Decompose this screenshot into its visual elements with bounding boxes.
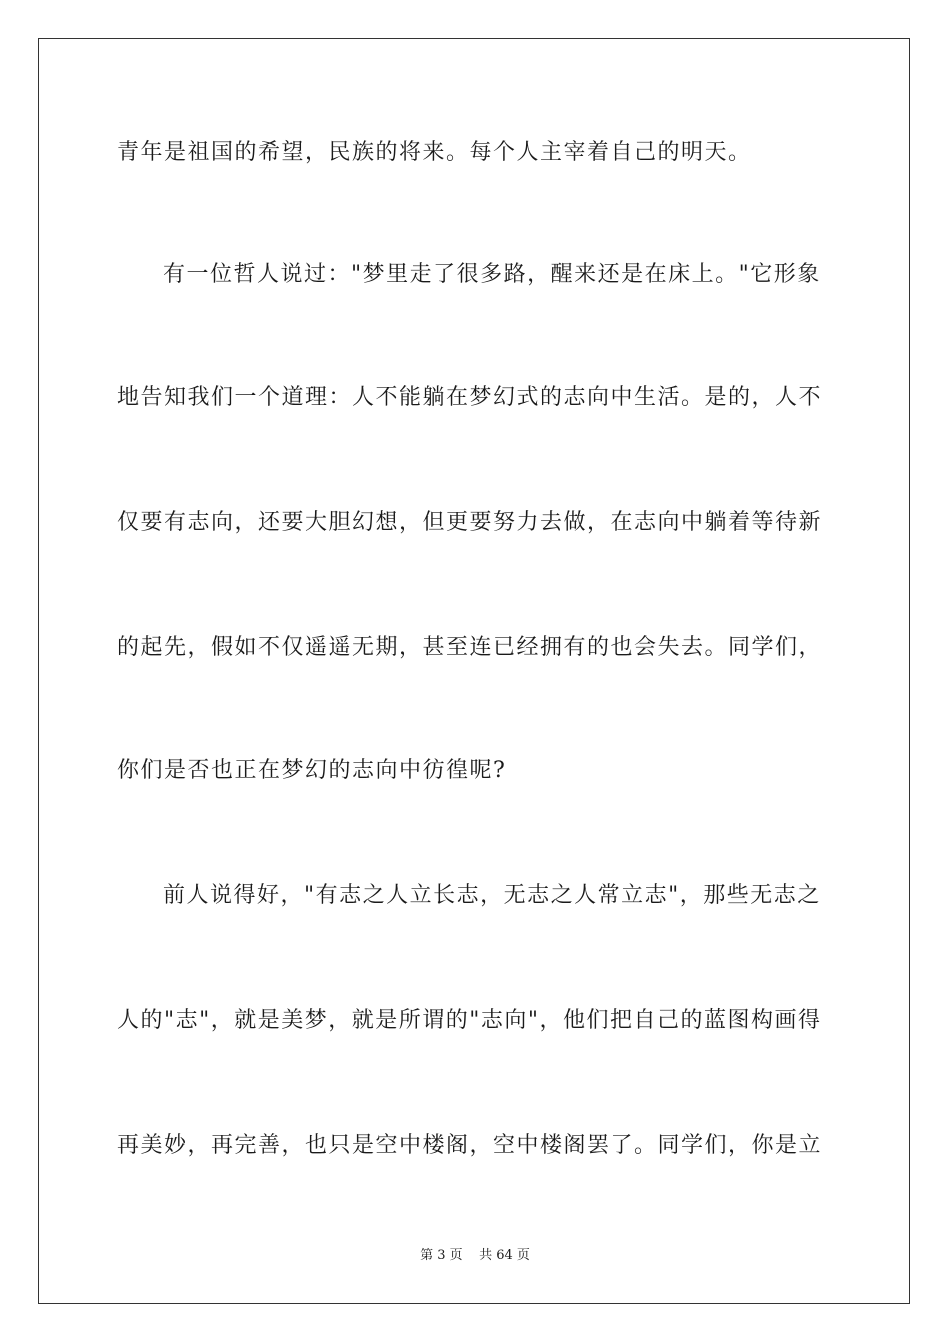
text-line: 前人说得好，"有志之人立长志，无志之人常立志"，那些无志之 [163, 883, 821, 908]
text-line: 地告知我们一个道理：人不能躺在梦幻式的志向中生活。是的，人不 [117, 385, 823, 410]
text-line: 的起先，假如不仅遥遥无期，甚至连已经拥有的也会失去。同学们， [117, 635, 823, 660]
text-line: 人的"志"，就是美梦，就是所谓的"志向"，他们把自己的蓝图构画得 [117, 1008, 822, 1033]
text-line: 再美妙，再完善，也只是空中楼阁，空中楼阁罢了。同学们，你是立 [117, 1133, 823, 1158]
text-line: 青年是祖国的希望，民族的将来。每个人主宰着自己的明天。 [117, 140, 752, 165]
page-border [38, 38, 910, 1304]
page-number: 第 3 页 共 64 页 [420, 1248, 530, 1263]
text-line: 你们是否也正在梦幻的志向中彷徨呢? [117, 758, 507, 783]
text-line: 仅要有志向，还要大胆幻想，但更要努力去做，在志向中躺着等待新 [117, 510, 823, 535]
text-line: 有一位哲人说过："梦里走了很多路，醒来还是在床上。"它形象 [163, 262, 821, 287]
